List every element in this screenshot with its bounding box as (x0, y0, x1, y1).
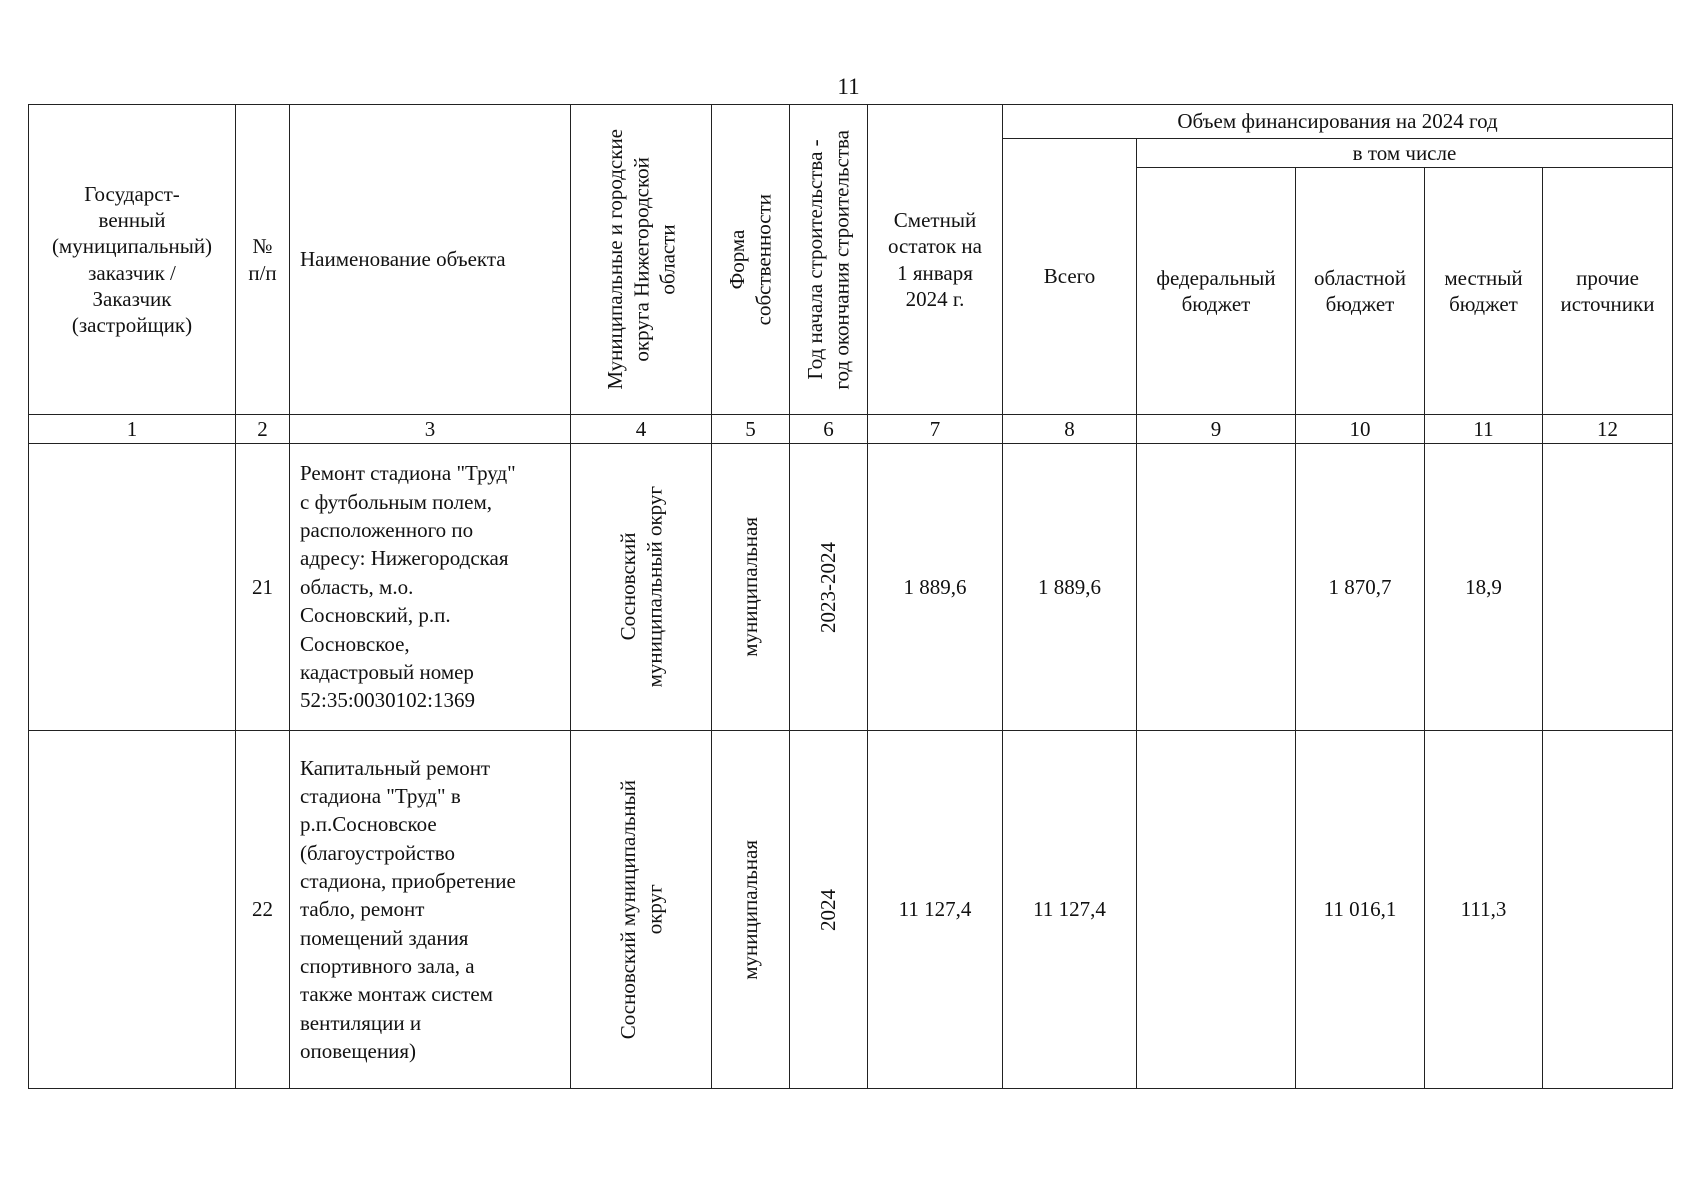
header-regional (1296, 168, 1425, 415)
header-other (1543, 168, 1673, 415)
row-total-cell: 1 889,6 (1003, 444, 1137, 731)
header-including-text: в том числе (1352, 140, 1457, 165)
column-number-cell: 7 (868, 415, 1003, 444)
row-other-cell (1543, 731, 1673, 1089)
header-object-name (290, 105, 571, 415)
header-object-name-text: Наименование объекта (300, 247, 506, 272)
column-number-cell: 9 (1137, 415, 1296, 444)
column-number-cell: 12 (1543, 415, 1673, 444)
header-estimate (868, 105, 1003, 415)
header-including (1137, 139, 1673, 168)
row-municipality-text: Сосновский муниципальный округ (615, 486, 666, 688)
row-ownership-cell (712, 731, 790, 1089)
row-object-name-cell: Капитальный ремонт стадиона "Труд" в р.п.Сосновское (благоустройство стадиона, приобретение табло, ремонт помещений здания спортивного зала, а также монтаж систем вентиляции и оповещения) (290, 731, 571, 1089)
header-total (1003, 139, 1137, 415)
row-customer-cell (29, 444, 236, 731)
row-years-cell (790, 731, 868, 1089)
row-estimate-cell: 1 889,6 (868, 444, 1003, 731)
header-ownership-text: Форма собственности (725, 193, 776, 326)
header-ownership (712, 105, 790, 415)
row-municipality-cell (571, 444, 712, 731)
row-municipality-cell (571, 731, 712, 1089)
row-years-text: 2023-2024 (816, 541, 841, 633)
column-number-cell: 10 (1296, 415, 1425, 444)
table-row (29, 444, 1673, 731)
header-estimate-text: Сметный остаток на 1 января 2024 г. (888, 208, 982, 311)
row-federal-cell (1137, 731, 1296, 1089)
column-number-cell: 1 (29, 415, 236, 444)
row-municipality-text: Сосновский муниципальный округ (615, 779, 666, 1040)
row-regional-cell: 11 016,1 (1296, 731, 1425, 1089)
row-regional-cell: 1 870,7 (1296, 444, 1425, 731)
header-customer (29, 105, 236, 415)
row-total-cell: 11 127,4 (1003, 731, 1137, 1089)
header-federal (1137, 168, 1296, 415)
row-num-cell: 21 (236, 444, 290, 731)
row-other-cell (1543, 444, 1673, 731)
row-ownership-text: муниципальная (738, 517, 763, 657)
header-customer-text: Государст- венный (муниципальный) заказчик / Заказчик (застройщик) (51, 181, 213, 337)
header-total-text: Всего (1043, 264, 1096, 289)
column-number-cell: 3 (290, 415, 571, 444)
row-federal-cell (1137, 444, 1296, 731)
header-years (790, 105, 868, 415)
header-years-text: Год начала строительства - год окончания строительства (803, 129, 854, 390)
column-number-cell: 5 (712, 415, 790, 444)
row-estimate-cell: 11 127,4 (868, 731, 1003, 1089)
header-local-text: местный бюджет (1444, 265, 1523, 316)
row-object-name-cell: Ремонт стадиона "Труд" с футбольным полем, расположенного по адресу: Нижегородская область, м.о. Сосновский, р.п. Сосновское, кадастровый номер 52:35:0030102:1369 (290, 444, 571, 731)
financing-table (28, 104, 1673, 1089)
column-number-cell: 6 (790, 415, 868, 444)
header-regional-text: областной бюджет (1314, 265, 1406, 316)
header-funding-group (1003, 105, 1673, 139)
column-number-cell: 8 (1003, 415, 1137, 444)
header-num-text: № п/п (248, 234, 277, 285)
header-funding-group-text: Объем финансирования на 2024 год (1177, 109, 1498, 134)
header-local (1425, 168, 1543, 415)
row-customer-cell (29, 731, 236, 1089)
row-local-cell: 18,9 (1425, 444, 1543, 731)
row-ownership-text: муниципальная (738, 839, 763, 980)
row-years-cell (790, 444, 868, 731)
row-ownership-cell (712, 444, 790, 731)
header-num (236, 105, 290, 415)
row-num-cell: 22 (236, 731, 290, 1089)
row-years-text: 2024 (816, 888, 841, 931)
row-local-cell: 111,3 (1425, 731, 1543, 1089)
header-municipality-text: Муниципальные и городские округа Нижегородской области (602, 129, 680, 390)
column-number-cell: 2 (236, 415, 290, 444)
header-federal-text: федеральный бюджет (1156, 265, 1276, 316)
table-row (29, 731, 1673, 1089)
column-number-cell: 11 (1425, 415, 1543, 444)
header-other-text: прочие источники (1560, 265, 1655, 316)
page-number: 11 (837, 74, 860, 99)
column-number-cell: 4 (571, 415, 712, 444)
header-municipality (571, 105, 712, 415)
